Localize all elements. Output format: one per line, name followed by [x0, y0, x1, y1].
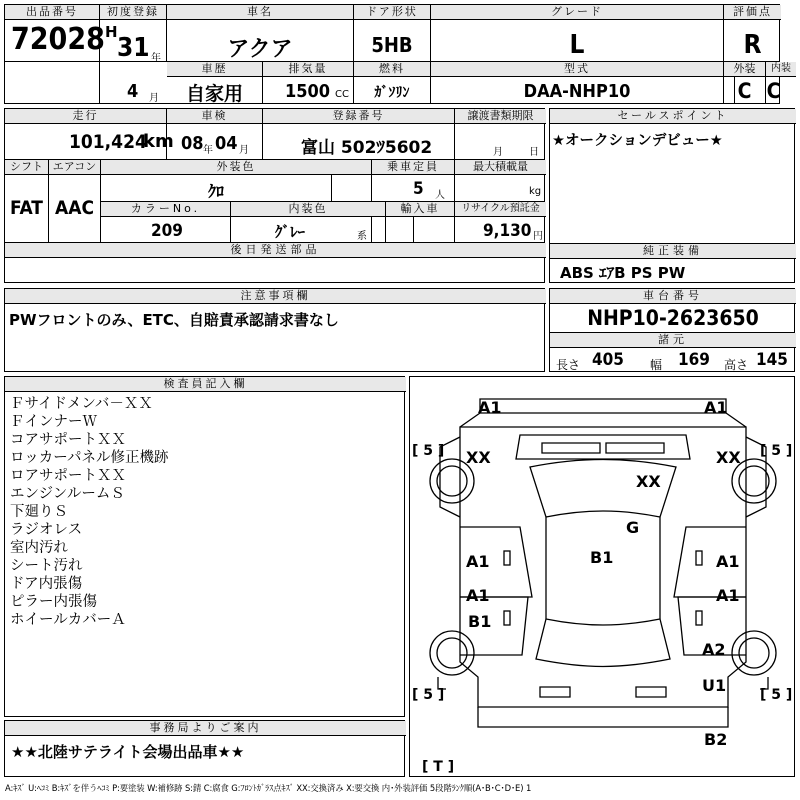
exterior-label: 外装: [724, 62, 765, 77]
damage-mark: XX: [716, 448, 741, 467]
recycle-fee: 9,130: [483, 221, 532, 241]
notes-block: [4, 288, 545, 372]
first-reg-month: 4: [127, 81, 139, 102]
displacement-label: 排気量: [263, 62, 353, 77]
color-no: 209: [151, 221, 183, 241]
shift: FAT: [10, 197, 43, 219]
reg-number-label: 登録番号: [263, 109, 454, 124]
score: R: [743, 30, 762, 60]
inspector-line: ホイールカバーＡ: [10, 612, 126, 628]
sales-point-block: [549, 108, 795, 283]
mileage-unit: km: [143, 131, 174, 152]
length-label: 長さ: [556, 358, 581, 372]
capacity-unit: 人: [435, 190, 445, 201]
inspector-line: ラジオレス: [10, 522, 83, 538]
damage-mark: A1: [704, 398, 728, 417]
width: 169: [678, 350, 710, 370]
width-label: 幅: [650, 358, 663, 372]
sales-point: ★オークションデビュー★: [552, 133, 723, 149]
inspector-line: シート汚れ: [10, 558, 83, 574]
chassis-label: 車台番号: [550, 289, 796, 304]
score-label: 評価点: [724, 5, 781, 20]
equipment: ABS ｴｱB PS PW: [560, 264, 686, 282]
notes-label: 注意事項欄: [5, 289, 546, 304]
fuel-label: 燃料: [354, 62, 430, 77]
inspector-line: コアサポートＸＸ: [10, 432, 126, 448]
transfer-day-unit: 日: [529, 147, 539, 158]
length: 405: [592, 350, 624, 370]
tire-tread-label: [ 5 ]: [760, 687, 793, 703]
recycle-label: リサイクル預託金: [455, 202, 546, 217]
damage-mark: XX: [636, 472, 661, 491]
inspector-line: エンジンルームＳ: [10, 486, 125, 502]
car-name-label: 車名: [167, 5, 353, 20]
displacement: 1500: [285, 81, 331, 102]
damage-mark: XX: [466, 448, 491, 467]
office-message: ★★北陸サテライト会場出品車★★: [11, 743, 245, 761]
dims-label: 諸元: [550, 333, 796, 348]
first-reg-year: 31: [117, 33, 150, 63]
inspector-block: [4, 376, 405, 717]
ext-color-label: 外装色: [101, 160, 371, 175]
reg-number: 富山 502ﾂ5602: [301, 138, 433, 158]
inspector-notes: [10, 395, 168, 629]
inspector-line: 下廻りＳ: [10, 504, 68, 520]
capacity: 5: [413, 179, 424, 199]
lot-number: 72028: [11, 22, 105, 57]
damage-mark: U1: [702, 676, 727, 695]
inspector-line: Ｆサイドメンバ－ＸＸ: [10, 396, 153, 412]
damage-mark: B2: [704, 730, 728, 749]
damage-mark: A1: [466, 552, 490, 571]
history: 自家用: [185, 83, 243, 105]
inspection-year: 08: [181, 133, 204, 154]
equipment-label: 純正装備: [550, 244, 796, 259]
int-color-label: 内装色: [231, 202, 385, 217]
mileage-label: 走行: [5, 109, 166, 124]
displacement-unit: CC: [335, 89, 349, 100]
shift-label: シフト: [5, 160, 48, 175]
inspector-line: ドア内張傷: [10, 576, 83, 592]
first-reg-label: 初度登録: [100, 5, 166, 20]
mileage: 101,424: [69, 131, 147, 153]
import-label: 輸入車: [386, 202, 454, 217]
max-load-label: 最大積載量: [455, 160, 546, 175]
door-label: ドア形状: [354, 5, 430, 20]
damage-mark: A1: [716, 586, 740, 605]
legend: A:ｷｽﾞ U:ﾍｺﾐ B:ｷｽﾞを伴うﾍｺﾐ P:要塗装 W:補修跡 S:錆 C:腐食 G:ﾌﾛﾝﾄｶﾞﾗｽ点ｷｽﾞ XX:交換済み X:要交換 内･外装評価 5段階ﾗﾝｸ順(A･B･C･D･E) 1: [5, 783, 532, 793]
damage-mark: A1: [478, 398, 502, 417]
spare-tire-label: [ T ]: [422, 759, 455, 775]
height-label: 高さ: [724, 358, 749, 372]
int-color: ｸﾞﾚｰ: [275, 223, 306, 241]
inspection-year-unit: 年: [203, 145, 213, 156]
car-outline: [410, 377, 796, 778]
inspector-line: ロッカーパネル修正機跡: [10, 450, 169, 466]
height: 145: [756, 350, 788, 370]
sales-point-label: セールスポイント: [550, 109, 796, 124]
inspector-label: 検査員記入欄: [5, 377, 406, 392]
damage-mark: A2: [702, 640, 726, 659]
model-label: 型式: [431, 62, 723, 77]
grade-label: グレード: [431, 5, 723, 20]
exterior-score: C: [737, 79, 752, 103]
door-type: 5HB: [371, 33, 413, 57]
inspection-month-unit: 月: [239, 145, 249, 156]
car-name: アクア: [227, 37, 293, 62]
max-load-unit: kg: [529, 186, 542, 197]
first-reg-year-unit: 年: [151, 53, 161, 64]
header-block: [4, 4, 791, 105]
int-color-unit: 系: [357, 231, 367, 242]
tire-tread-label: [ 5 ]: [412, 443, 445, 459]
damage-mark: G: [626, 518, 640, 537]
later-parts-label: 後日発送部品: [5, 243, 546, 258]
model: DAA-NHP10: [523, 81, 631, 102]
aircon: AAC: [54, 197, 94, 219]
first-reg-era: H: [105, 23, 118, 41]
chassis-block: [549, 288, 795, 372]
transfer-month-unit: 月: [493, 147, 503, 158]
damage-mark: A1: [466, 586, 490, 605]
damage-mark: B1: [590, 548, 614, 567]
color-no-label: カラーNo.: [101, 202, 230, 217]
spec-block: [4, 108, 545, 283]
grade: L: [569, 30, 585, 60]
transfer-label: 譲渡書類期限: [455, 109, 546, 124]
tire-tread-label: [ 5 ]: [760, 443, 793, 459]
inspector-line: ＦインナーＷ: [10, 414, 97, 430]
inspector-line: ピラー内張傷: [10, 594, 97, 610]
damage-diagram: [409, 376, 795, 777]
office-label: 事務局よりご案内: [5, 721, 406, 736]
inspector-line: 室内汚れ: [10, 540, 68, 556]
inspection-label: 車検: [167, 109, 262, 124]
office-block: [4, 720, 405, 777]
notes: PWフロントのみ、ETC、自賠責承認請求書なし: [9, 311, 339, 329]
interior-label: 内装: [766, 62, 796, 77]
aircon-label: エアコン: [49, 160, 100, 175]
interior-score: C: [766, 79, 781, 103]
chassis-number: NHP10-2623650: [587, 306, 759, 330]
inspection-month: 04: [215, 133, 238, 154]
first-reg-month-unit: 月: [149, 93, 159, 104]
recycle-unit: 円: [533, 231, 543, 242]
ext-color: ｸﾛ: [207, 182, 224, 201]
capacity-label: 乗車定員: [372, 160, 454, 175]
damage-mark: B1: [468, 612, 492, 631]
tire-tread-label: [ 5 ]: [412, 687, 445, 703]
lot-label: 出品番号: [5, 5, 99, 20]
history-label: 車歴: [167, 62, 262, 77]
inspector-line: ロアサポートＸＸ: [10, 468, 126, 484]
fuel: ｶﾞｿﾘﾝ: [374, 85, 410, 101]
damage-mark: A1: [716, 552, 740, 571]
